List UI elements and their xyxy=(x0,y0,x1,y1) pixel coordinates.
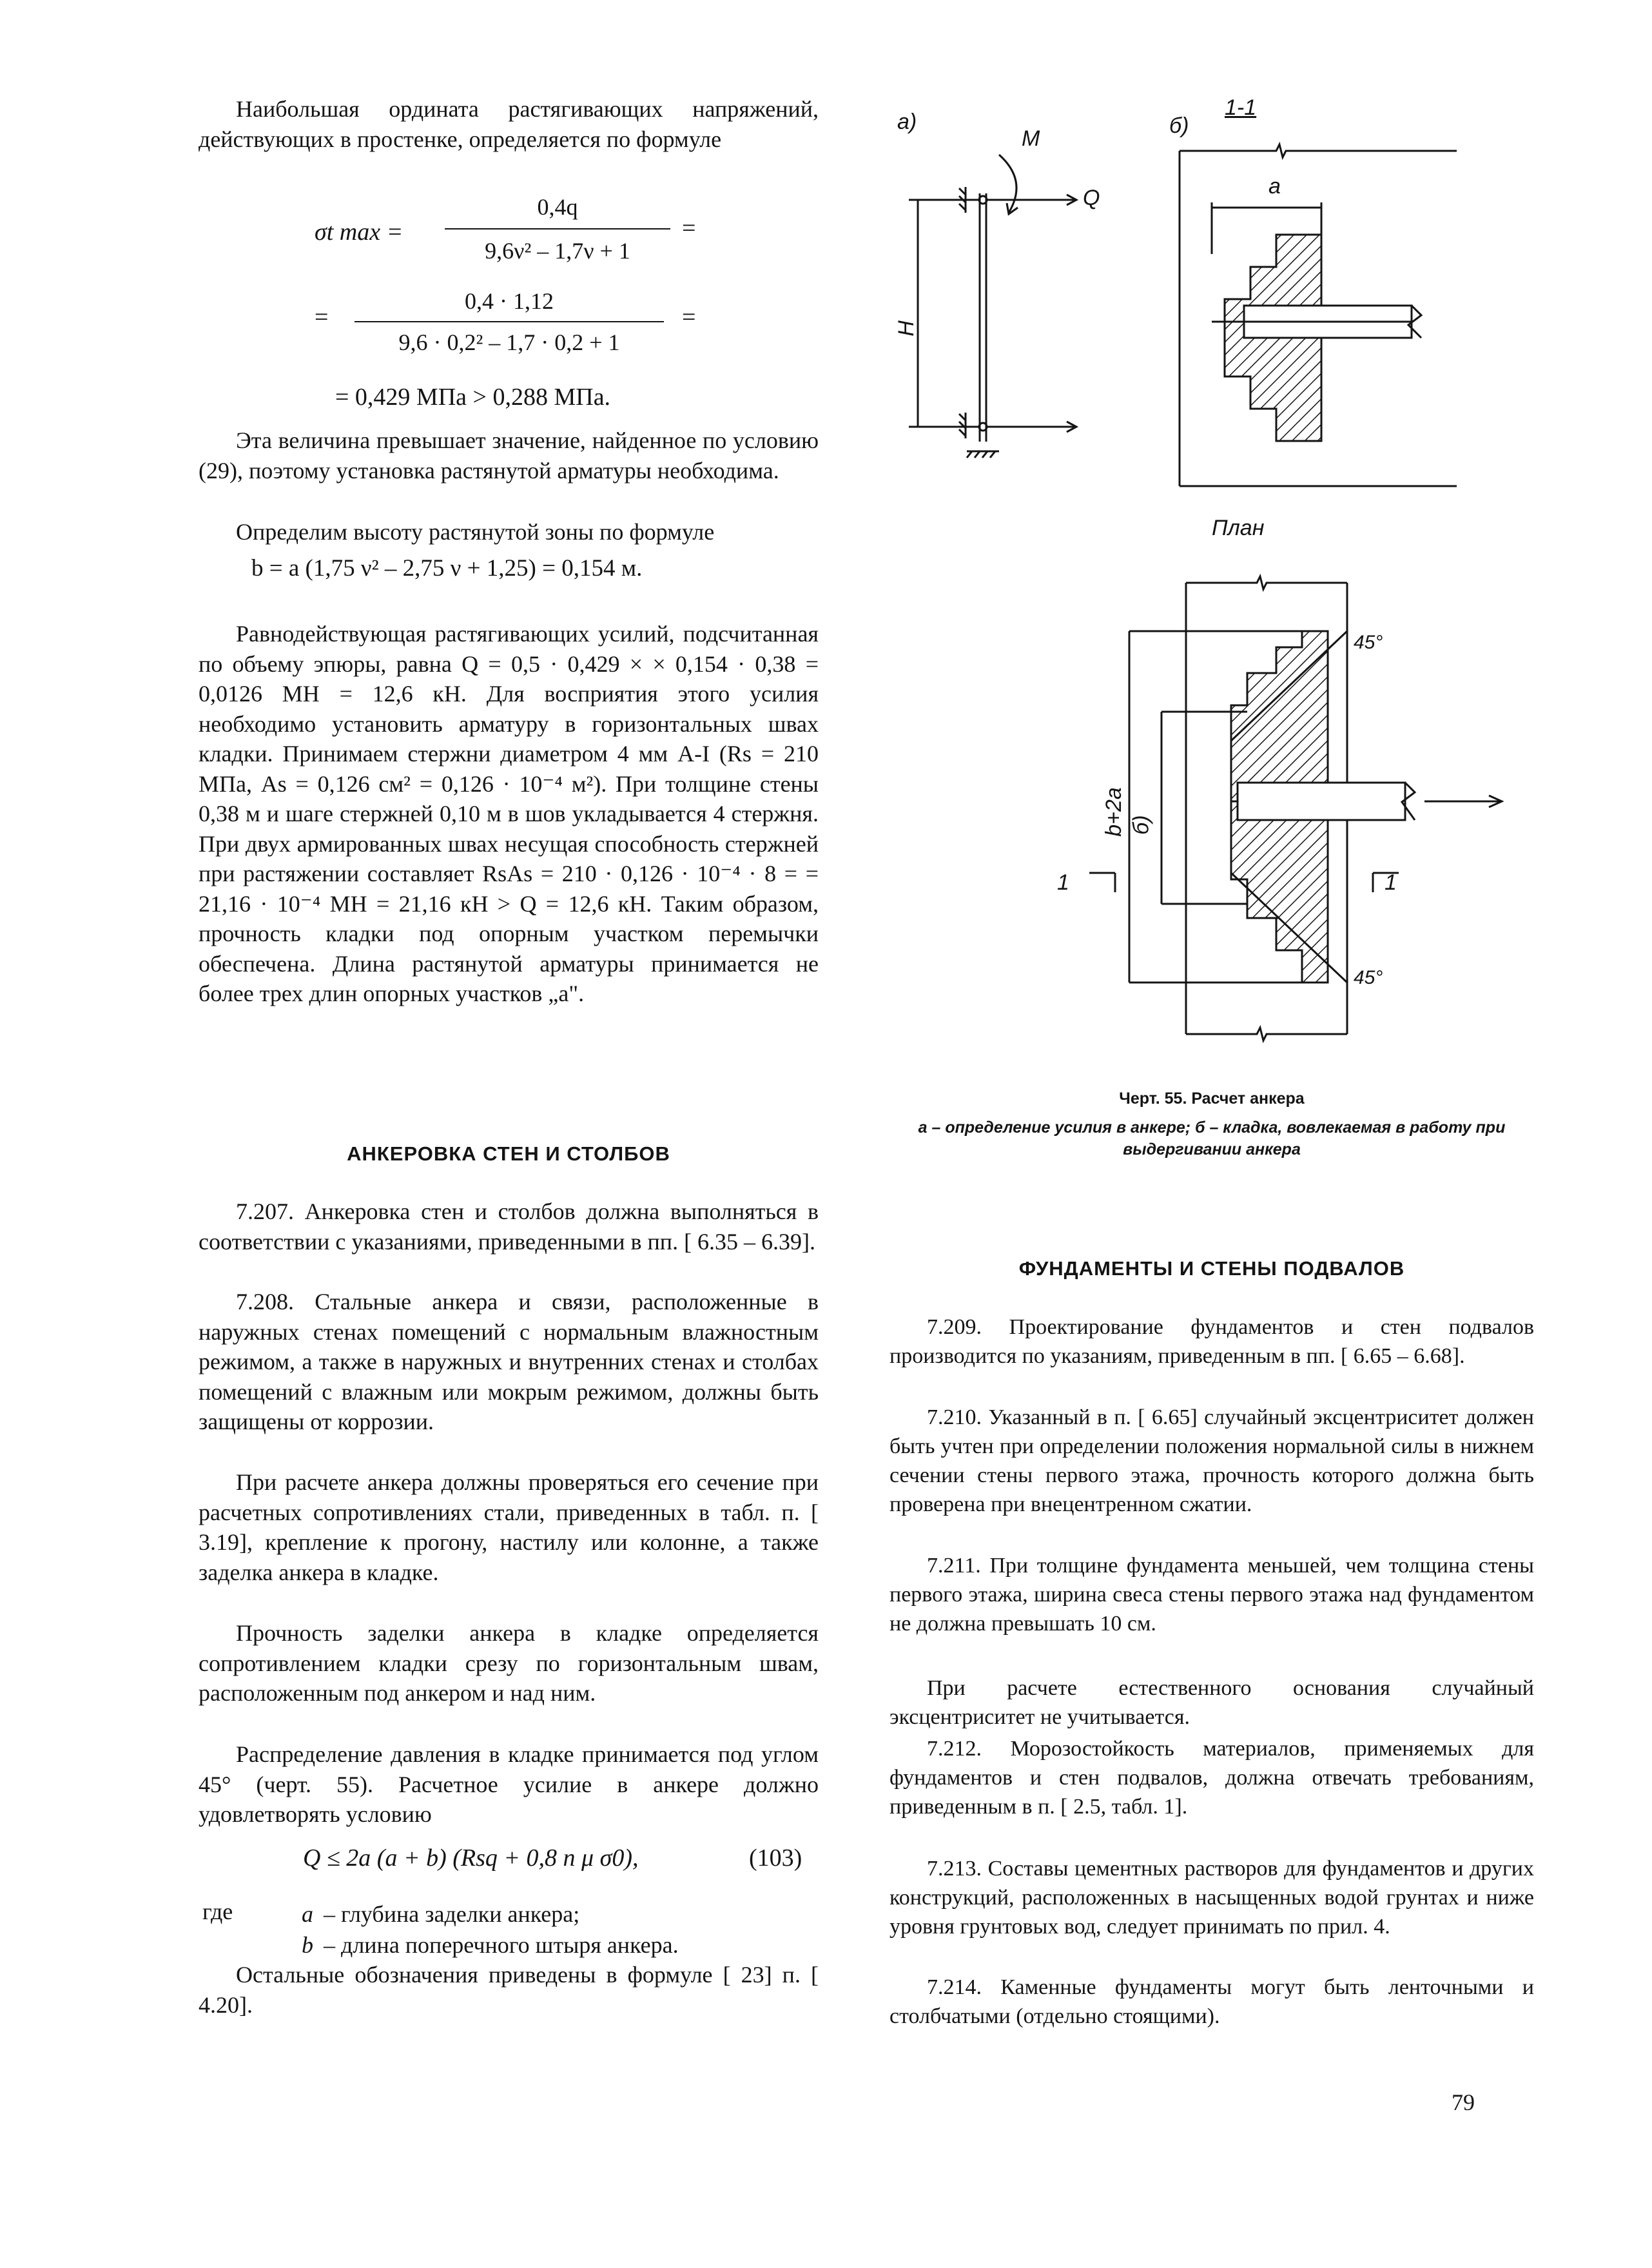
fraction-bar-1 xyxy=(445,228,670,230)
paragraph-7208: 7.208. Стальные анкера и связи, расположенные в наружных стенах помещений с нормальным влажностным режимом, а также в наружных и внутренних стенах и столбах помещений с влажным или мокрым режимом, должны быть защищены от коррозии. xyxy=(199,1289,819,1434)
paragraph-natural-base: При расчете естественного основания случайный эксцентриситет не учитывается. xyxy=(889,1676,1534,1729)
formula-lhs: σt max = xyxy=(315,219,403,246)
formula-equals-2: = xyxy=(315,304,329,331)
paragraph-strength: Прочность заделки анкера в кладке определяется сопротивлением кладки срезу по горизонтальным швам, расположенным под анкером и над ним. xyxy=(199,1620,819,1706)
paragraph-distribution: Распределение давления в кладке принимается под углом 45° (черт. 55). Расчетное усилие в анкере должно удовлетворять условию xyxy=(199,1741,819,1827)
paragraph-7213: 7.213. Составы цементных растворов для фундаментов и других конструкций, расположенных в насыщенных водой грунтах и ниже уровня грунтовых вод, следует принимать по прил. 4. xyxy=(889,1857,1534,1939)
label-moment: M xyxy=(1022,126,1040,151)
label-plan: План xyxy=(1212,516,1265,540)
section-1-1-drawing xyxy=(1173,138,1470,499)
plan-drawing xyxy=(1089,570,1528,1060)
def-b-text: – длина поперечного штыря анкера. xyxy=(324,1932,679,1958)
def-a-symbol: a xyxy=(302,1901,313,1927)
paragraph-resultant: Равнодействующая растягивающих усилий, подсчитанная по объему эпюры, равна Q = 0,5 · 0,429 × × 0,154 · 0,38 = 0,0126 МН = 12,6 кН. Для восприятия этого усилия необходимо установить арматуру в горизонтальных швах кладки. Принимаем стержни диаметром 4 мм А-I (Rs = 210 МПа, As = 0,126 см² = 0,126 · 10⁻⁴ м²). При толщине стены 0,38 м и шаге стержней 0,10 м в шов укладывается 4 стержня. При двух армированных швах несущая способность стержней при растяжении составляет RsAs = 210 · 0,126 · 10⁻⁴ · 8 = = 21,16 · 10⁻⁴ МН = 21,16 кН > Q = 12,6 кН. Таким образом, прочность кладки под опорным участком перемычки обеспечена. Длина растянутой арматуры принимается не более трех длин опорных участков „a". xyxy=(199,621,819,1006)
heading-anchoring: АНКЕРОВКА СТЕН И СТОЛБОВ xyxy=(347,1142,670,1165)
paragraph-7212: 7.212. Морозостойкость материалов, применяемых для фундаментов и стен подвалов, должна отвечать требованиям, приведенным в п. [ 2.5, табл. 1]. xyxy=(889,1737,1534,1819)
formula-equals-1: = xyxy=(682,215,696,242)
scheme-a-drawing xyxy=(889,110,1109,471)
where-label: где xyxy=(202,1899,233,1924)
figure-caption-text: а – определение усилия в анкере; б – кладка, вовлекаемая в работу при выдергивании анкера xyxy=(918,1119,1506,1158)
def-b-symbol: b xyxy=(302,1932,313,1958)
paragraph-exceeds: Эта величина превышает значение, найденное по условию (29), поэтому установка растянутой арматуры необходима. xyxy=(199,427,819,484)
paragraph-rest: Остальные обозначения приведены в формуле [ 23] п. [ 4.20]. xyxy=(199,1962,819,2018)
label-section-mark-left: 1 xyxy=(1057,870,1069,895)
formula-103: Q ≤ 2a (a + b) (Rsq + 0,8 n μ σ0), xyxy=(303,1844,639,1872)
paragraph-height: Определим высоту растянутой зоны по формуле xyxy=(236,519,715,545)
formula-numerator-2: 0,4 · 1,12 xyxy=(465,288,554,314)
figure-caption-title: Черт. 55. Расчет анкера xyxy=(1119,1090,1305,1108)
intro-paragraph: Наибольшая ордината растягивающих напряжений, действующих в простенке, определяется по формуле xyxy=(199,96,819,152)
label-height-h: H xyxy=(893,320,918,337)
formula-b: b = a (1,75 ν² – 2,75 ν + 1,25) = 0,154 м. xyxy=(251,555,643,582)
paragraph-7210: 7.210. Указанный в п. [ 6.65] случайный эксцентриситет должен быть учтен при определении положения нормальной силы в нижнем сечении стены первого этажа, прочность которого должна быть проверена при внецентренном сжатии. xyxy=(889,1405,1534,1516)
label-45-top: 45° xyxy=(1354,632,1383,653)
paragraph-7214: 7.214. Каменные фундаменты могут быть ленточными и столбчатыми (отдельно стоящими). xyxy=(889,1975,1534,2028)
page-number: 79 xyxy=(1452,2089,1475,2115)
label-45-bottom: 45° xyxy=(1354,967,1383,988)
heading-foundations: ФУНДАМЕНТЫ И СТЕНЫ ПОДВАЛОВ xyxy=(1018,1257,1405,1280)
formula-denominator-2: 9,6 · 0,2² – 1,7 · 0,2 + 1 xyxy=(398,329,620,355)
label-b-dim: б) xyxy=(1129,815,1154,835)
label-section-1-1: 1-1 xyxy=(1225,95,1257,120)
label-force-q: Q xyxy=(1083,186,1100,210)
formula-equals-3: = xyxy=(682,304,696,331)
label-b-plus-2a: b+2a xyxy=(1101,787,1126,837)
paragraph-7211: 7.211. При толщине фундамента меньшей, чем толщина стены первого этажа, ширина свеса стены первого этажа над фундаментом не должна превышать 10 см. xyxy=(889,1554,1534,1636)
formula-103-number: (103) xyxy=(749,1844,802,1872)
label-fig-b: б) xyxy=(1169,113,1189,138)
paragraph-anchor-calc: При расчете анкера должны проверяться его сечение при расчетных сопротивлениях стали, приведенных в табл. п. [ 3.19], крепление к прогону, настилу или колонне, а также заделка анкера в кладке. xyxy=(199,1469,819,1585)
formula-denominator-1: 9,6ν² – 1,7ν + 1 xyxy=(485,238,630,264)
formula-result: = 0,429 МПа > 0,288 МПа. xyxy=(335,384,611,411)
paragraph-7209: 7.209. Проектирование фундаментов и стен подвалов производится по указаниям, приведенным в пп. [ 6.65 – 6.68]. xyxy=(889,1315,1534,1368)
label-depth-a: a xyxy=(1268,174,1281,199)
label-fig-a: а) xyxy=(897,110,917,134)
fraction-bar-2 xyxy=(355,321,664,322)
paragraph-7207: 7.207. Анкеровка стен и столбов должна выполняться в соответствии с указаниями, приведенными в пп. [ 6.35 – 6.39]. xyxy=(199,1198,819,1255)
formula-numerator-1: 0,4q xyxy=(537,194,578,220)
label-section-mark-right: 1 xyxy=(1385,870,1397,895)
def-a-text: – глубина заделки анкера; xyxy=(324,1901,580,1927)
